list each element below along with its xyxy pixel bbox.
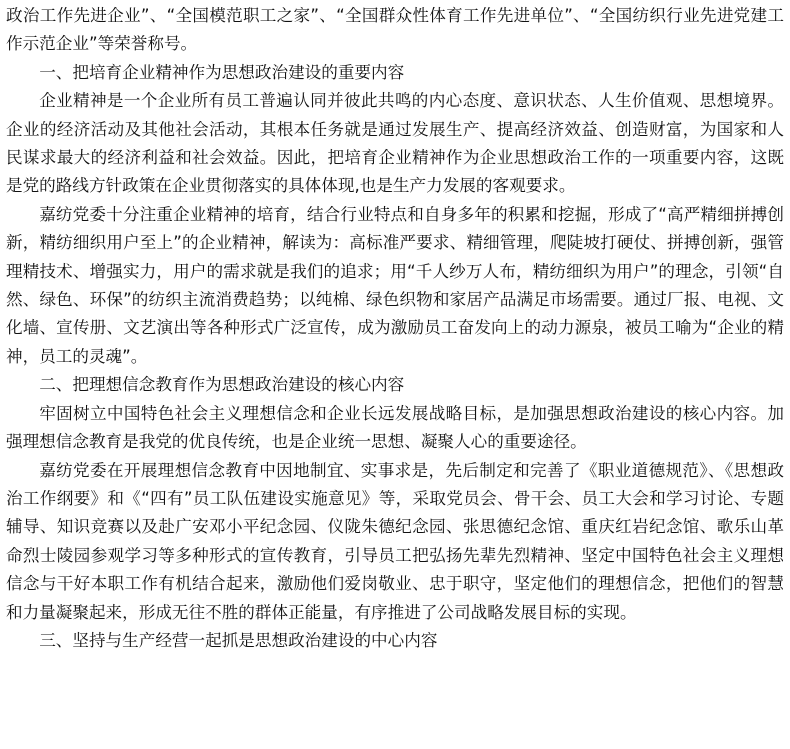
paragraph-ideals-education-practice: 嘉纺党委在开展理想信念教育中因地制宜、实事求是，先后制定和完善了《职业道德规范》、《思想政治工作纲要》和《“四有”员工队伍建设实施意见》等，采取党员会、骨干会、员工大会和学习讨论、专题辅导、知识竞赛以及赴广安邓小平纪念园、仪陇朱德纪念园、张思德纪念馆、重庆红岩纪念馆、歌乐山革命烈士陵园参观学习等多种形式的宣传教育，引导员工把弘扬先辈先烈精神、坚定中国特色社会主义理想信念与干好本职工作有机结合起来，激励他们爱岗敬业、忠于职守，坚定他们的理想信念，把他们的智慧和力量凝聚起来，形成无往不胜的群体正能量，有序推进了公司战略发展目标的实现。 — [6, 460, 784, 622]
paragraph-ideals-core: 牢固树立中国特色社会主义理想信念和企业长远发展战略目标，是加强思想政治建设的核心内容。加强理想信念教育是我党的优良传统，也是企业统一思想、凝聚人心的重要途径。 — [6, 403, 784, 452]
section-heading-1: 一、把培育企业精神作为思想政治建设的重要内容 — [39, 62, 405, 82]
section-heading-2: 二、把理想信念教育作为思想政治建设的核心内容 — [39, 375, 405, 395]
section-heading-3: 三、坚持与生产经营一起抓是思想政治建设的中心内容 — [39, 630, 438, 650]
paragraph-enterprise-spirit-cultivation: 嘉纺党委十分注重企业精神的培育，结合行业特点和自身多年的积累和挖掘，形成了“高严精细拼搏创新，精纺细织用户至上”的企业精神，解读为：高标准严要求、精细管理，爬陡坡打硬仗、拼搏创新，强管理精技术、增强实力，用户的需求就是我们的追求；用“千人纱万人布，精纺细织为用户”的理念，引领“自然、绿色、环保”的纺织主流消费趋势；以纯棉、绿色织物和家居产品满足市场需要。通过厂报、电视、文化墙、宣传册、文艺演出等各种形式广泛宣传，成为激励员工奋发向上的动力源泉，被员工喻为“企业的精神，员工的灵魂”。 — [6, 204, 784, 366]
paragraph-honors-continuation: 政治工作先进企业”、“全国模范职工之家”、“全国群众性体育工作先进单位”、“全国纺织行业先进党建工作示范企业”等荣誉称号。 — [6, 6, 784, 54]
paragraph-enterprise-spirit-definition: 企业精神是一个企业所有员工普遍认同并彼此共鸣的内心态度、意识状态、人生价值观、思想境界。企业的经济活动及其他社会活动，其根本任务就是通过发展生产、提高经济效益、创造财富，为国家和人民谋求最大的经济利益和社会效益。因此，把培育企业精神作为企业思想政治工作的一项重要内容，这既是党的路线方针政策在企业贯彻落实的具体体现,也是生产力发展的客观要求。 — [6, 91, 784, 196]
